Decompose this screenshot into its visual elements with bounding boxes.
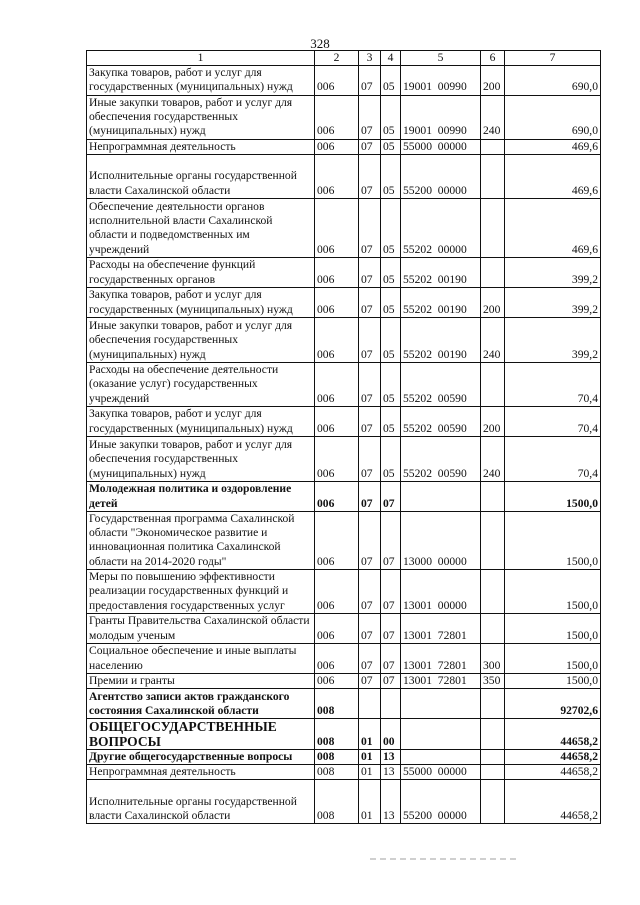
table-row bbox=[87, 287, 601, 317]
amount-cell: 1500,0 bbox=[505, 511, 601, 569]
expense-type-cell bbox=[481, 154, 505, 198]
subsection-code-cell: 07 bbox=[381, 643, 401, 673]
ministry-code-cell: 008 bbox=[315, 689, 359, 719]
row-name-cell: Закупка товаров, работ и услуг для государственных (муниципальных) нужд bbox=[87, 66, 315, 95]
ministry-code-cell: 006 bbox=[315, 673, 359, 688]
header-cell-4: 4 bbox=[381, 51, 401, 66]
expense-type-cell bbox=[481, 481, 505, 511]
table-row bbox=[87, 780, 601, 824]
expense-type-cell bbox=[481, 613, 505, 643]
ministry-code-cell: 006 bbox=[315, 154, 359, 198]
row-name-cell: Иные закупки товаров, работ и услуг для обеспечения государственных (муниципальных) нужд bbox=[87, 95, 315, 139]
ministry-code-cell: 006 bbox=[315, 287, 359, 317]
row-name-cell: Меры по повышению эффективности реализации государственных функций и предоставления государственных услуг bbox=[87, 569, 315, 613]
table-row bbox=[87, 95, 601, 139]
row-name-cell: Молодежная политика и оздоровление детей bbox=[87, 481, 315, 511]
header-cell-7: 7 bbox=[505, 51, 601, 66]
expense-type-cell bbox=[481, 569, 505, 613]
table-row bbox=[87, 66, 601, 95]
table-row bbox=[87, 154, 601, 198]
ministry-code-cell: 006 bbox=[315, 481, 359, 511]
ministry-code-cell: 008 bbox=[315, 765, 359, 780]
subsection-code-cell: 07 bbox=[381, 569, 401, 613]
row-name-cell: Премии и гранты bbox=[87, 673, 315, 688]
amount-cell: 1500,0 bbox=[505, 673, 601, 688]
target-code-cell: 13001 72801 bbox=[401, 613, 481, 643]
ministry-code-cell: 006 bbox=[315, 362, 359, 406]
subsection-code-cell: 13 bbox=[381, 780, 401, 824]
amount-cell: 469,6 bbox=[505, 154, 601, 198]
section-code-cell: 01 bbox=[359, 750, 381, 765]
header-cell-1: 1 bbox=[87, 51, 315, 66]
section-code-cell: 01 bbox=[359, 719, 381, 750]
faint-footer-mark bbox=[370, 858, 520, 860]
amount-cell: 44658,2 bbox=[505, 719, 601, 750]
ministry-code-cell: 006 bbox=[315, 511, 359, 569]
subsection-code-cell: 07 bbox=[381, 511, 401, 569]
budget-table bbox=[86, 50, 601, 824]
subsection-code-cell: 05 bbox=[381, 95, 401, 139]
expense-type-cell bbox=[481, 765, 505, 780]
subsection-code-cell: 05 bbox=[381, 287, 401, 317]
row-name-cell: Обеспечение деятельности органов исполнительной власти Сахалинской области и подведомственных им учреждений bbox=[87, 198, 315, 257]
target-code-cell: 55202 00190 bbox=[401, 317, 481, 362]
section-code-cell: 07 bbox=[359, 569, 381, 613]
row-name-cell: ОБЩЕГОСУДАРСТВЕННЫЕ ВОПРОСЫ bbox=[87, 719, 315, 750]
table-row bbox=[87, 511, 601, 569]
target-code-cell: 55202 00190 bbox=[401, 287, 481, 317]
subsection-code-cell: 05 bbox=[381, 362, 401, 406]
subsection-code-cell: 05 bbox=[381, 406, 401, 436]
table-row bbox=[87, 719, 601, 750]
section-code-cell: 07 bbox=[359, 613, 381, 643]
expense-type-cell bbox=[481, 750, 505, 765]
row-name-cell: Непрограммная деятельность bbox=[87, 139, 315, 154]
amount-cell: 1500,0 bbox=[505, 643, 601, 673]
target-code-cell: 13000 00000 bbox=[401, 511, 481, 569]
target-code-cell bbox=[401, 750, 481, 765]
ministry-code-cell: 008 bbox=[315, 719, 359, 750]
header-cell-2: 2 bbox=[315, 51, 359, 66]
expense-type-cell: 200 bbox=[481, 287, 505, 317]
amount-cell: 399,2 bbox=[505, 287, 601, 317]
target-code-cell: 19001 00990 bbox=[401, 95, 481, 139]
page-number: 328 bbox=[310, 36, 330, 51]
row-name-cell: Другие общегосударственные вопросы bbox=[87, 750, 315, 765]
amount-cell: 469,6 bbox=[505, 198, 601, 257]
amount-cell: 70,4 bbox=[505, 362, 601, 406]
row-name-cell: Государственная программа Сахалинской области "Экономическое развитие и инновационная политика Сахалинской области на 2014-2020 годы" bbox=[87, 511, 315, 569]
target-code-cell: 55000 00000 bbox=[401, 139, 481, 154]
ministry-code-cell: 006 bbox=[315, 95, 359, 139]
table-row bbox=[87, 198, 601, 257]
section-code-cell: 07 bbox=[359, 362, 381, 406]
target-code-cell: 19001 00990 bbox=[401, 66, 481, 95]
header-cell-5: 5 bbox=[401, 51, 481, 66]
table-header-row bbox=[87, 51, 601, 66]
target-code-cell: 55202 00000 bbox=[401, 198, 481, 257]
ministry-code-cell: 006 bbox=[315, 66, 359, 95]
table-row bbox=[87, 481, 601, 511]
subsection-code-cell bbox=[381, 689, 401, 719]
row-name-cell: Исполнительные органы государственной власти Сахалинской области bbox=[87, 154, 315, 198]
subsection-code-cell: 07 bbox=[381, 613, 401, 643]
target-code-cell: 13001 72801 bbox=[401, 673, 481, 688]
subsection-code-cell: 05 bbox=[381, 317, 401, 362]
amount-cell: 44658,2 bbox=[505, 750, 601, 765]
table-row bbox=[87, 406, 601, 436]
ministry-code-cell: 006 bbox=[315, 257, 359, 287]
ministry-code-cell: 006 bbox=[315, 613, 359, 643]
row-name-cell: Иные закупки товаров, работ и услуг для обеспечения государственных (муниципальных) нужд bbox=[87, 436, 315, 481]
expense-type-cell bbox=[481, 511, 505, 569]
row-name-cell: Закупка товаров, работ и услуг для государственных (муниципальных) нужд bbox=[87, 406, 315, 436]
target-code-cell: 55202 00590 bbox=[401, 406, 481, 436]
table-row bbox=[87, 750, 601, 765]
amount-cell: 399,2 bbox=[505, 317, 601, 362]
section-code-cell: 07 bbox=[359, 511, 381, 569]
table-row bbox=[87, 613, 601, 643]
target-code-cell: 13001 72801 bbox=[401, 643, 481, 673]
amount-cell: 1500,0 bbox=[505, 481, 601, 511]
amount-cell: 1500,0 bbox=[505, 613, 601, 643]
expense-type-cell bbox=[481, 198, 505, 257]
subsection-code-cell: 05 bbox=[381, 198, 401, 257]
amount-cell: 44658,2 bbox=[505, 765, 601, 780]
row-name-cell: Расходы на обеспечение функций государственных органов bbox=[87, 257, 315, 287]
expense-type-cell bbox=[481, 362, 505, 406]
subsection-code-cell: 05 bbox=[381, 257, 401, 287]
target-code-cell: 55202 00190 bbox=[401, 257, 481, 287]
table-row bbox=[87, 643, 601, 673]
section-code-cell: 07 bbox=[359, 643, 381, 673]
subsection-code-cell: 05 bbox=[381, 436, 401, 481]
target-code-cell: 55200 00000 bbox=[401, 154, 481, 198]
row-name-cell: Иные закупки товаров, работ и услуг для обеспечения государственных (муниципальных) нужд bbox=[87, 317, 315, 362]
row-name-cell: Расходы на обеспечение деятельности (оказание услуг) государственных учреждений bbox=[87, 362, 315, 406]
expense-type-cell bbox=[481, 780, 505, 824]
amount-cell: 70,4 bbox=[505, 406, 601, 436]
row-name-cell: Исполнительные органы государственной власти Сахалинской области bbox=[87, 780, 315, 824]
ministry-code-cell: 006 bbox=[315, 406, 359, 436]
ministry-code-cell: 006 bbox=[315, 569, 359, 613]
target-code-cell: 55000 00000 bbox=[401, 765, 481, 780]
section-code-cell: 07 bbox=[359, 154, 381, 198]
expense-type-cell: 240 bbox=[481, 436, 505, 481]
section-code-cell bbox=[359, 689, 381, 719]
table-row bbox=[87, 569, 601, 613]
target-code-cell bbox=[401, 719, 481, 750]
section-code-cell: 07 bbox=[359, 317, 381, 362]
row-name-cell: Гранты Правительства Сахалинской области молодым ученым bbox=[87, 613, 315, 643]
expense-type-cell bbox=[481, 719, 505, 750]
header-cell-6: 6 bbox=[481, 51, 505, 66]
amount-cell: 469,6 bbox=[505, 139, 601, 154]
section-code-cell: 07 bbox=[359, 95, 381, 139]
row-name-cell: Социальное обеспечение и иные выплаты населению bbox=[87, 643, 315, 673]
section-code-cell: 01 bbox=[359, 780, 381, 824]
subsection-code-cell: 13 bbox=[381, 750, 401, 765]
target-code-cell: 55202 00590 bbox=[401, 436, 481, 481]
section-code-cell: 07 bbox=[359, 436, 381, 481]
table-row bbox=[87, 673, 601, 688]
amount-cell: 44658,2 bbox=[505, 780, 601, 824]
section-code-cell: 07 bbox=[359, 257, 381, 287]
target-code-cell: 55200 00000 bbox=[401, 780, 481, 824]
ministry-code-cell: 006 bbox=[315, 436, 359, 481]
table-row bbox=[87, 765, 601, 780]
header-cell-3: 3 bbox=[359, 51, 381, 66]
target-code-cell bbox=[401, 689, 481, 719]
section-code-cell: 07 bbox=[359, 287, 381, 317]
subsection-code-cell: 05 bbox=[381, 66, 401, 95]
section-code-cell: 07 bbox=[359, 481, 381, 511]
subsection-code-cell: 07 bbox=[381, 673, 401, 688]
expense-type-cell bbox=[481, 139, 505, 154]
ministry-code-cell: 008 bbox=[315, 780, 359, 824]
table-row bbox=[87, 436, 601, 481]
expense-type-cell: 200 bbox=[481, 406, 505, 436]
section-code-cell: 07 bbox=[359, 406, 381, 436]
amount-cell: 70,4 bbox=[505, 436, 601, 481]
amount-cell: 92702,6 bbox=[505, 689, 601, 719]
amount-cell: 1500,0 bbox=[505, 569, 601, 613]
amount-cell: 399,2 bbox=[505, 257, 601, 287]
expense-type-cell: 240 bbox=[481, 95, 505, 139]
expense-type-cell: 240 bbox=[481, 317, 505, 362]
expense-type-cell bbox=[481, 257, 505, 287]
amount-cell: 690,0 bbox=[505, 66, 601, 95]
row-name-cell: Агентство записи актов гражданского состояния Сахалинской области bbox=[87, 689, 315, 719]
section-code-cell: 07 bbox=[359, 673, 381, 688]
row-name-cell: Закупка товаров, работ и услуг для государственных (муниципальных) нужд bbox=[87, 287, 315, 317]
row-name-cell: Непрограммная деятельность bbox=[87, 765, 315, 780]
table-row bbox=[87, 689, 601, 719]
table-row bbox=[87, 317, 601, 362]
expense-type-cell: 200 bbox=[481, 66, 505, 95]
ministry-code-cell: 006 bbox=[315, 139, 359, 154]
section-code-cell: 07 bbox=[359, 66, 381, 95]
section-code-cell: 07 bbox=[359, 139, 381, 154]
table-row bbox=[87, 139, 601, 154]
ministry-code-cell: 006 bbox=[315, 198, 359, 257]
ministry-code-cell: 006 bbox=[315, 317, 359, 362]
expense-type-cell: 300 bbox=[481, 643, 505, 673]
ministry-code-cell: 008 bbox=[315, 750, 359, 765]
amount-cell: 690,0 bbox=[505, 95, 601, 139]
table-row bbox=[87, 257, 601, 287]
table-row bbox=[87, 362, 601, 406]
subsection-code-cell: 00 bbox=[381, 719, 401, 750]
subsection-code-cell: 05 bbox=[381, 139, 401, 154]
ministry-code-cell: 006 bbox=[315, 643, 359, 673]
subsection-code-cell: 13 bbox=[381, 765, 401, 780]
section-code-cell: 07 bbox=[359, 198, 381, 257]
subsection-code-cell: 07 bbox=[381, 481, 401, 511]
expense-type-cell bbox=[481, 689, 505, 719]
target-code-cell bbox=[401, 481, 481, 511]
target-code-cell: 13001 00000 bbox=[401, 569, 481, 613]
target-code-cell: 55202 00590 bbox=[401, 362, 481, 406]
expense-type-cell: 350 bbox=[481, 673, 505, 688]
section-code-cell: 01 bbox=[359, 765, 381, 780]
subsection-code-cell: 05 bbox=[381, 154, 401, 198]
